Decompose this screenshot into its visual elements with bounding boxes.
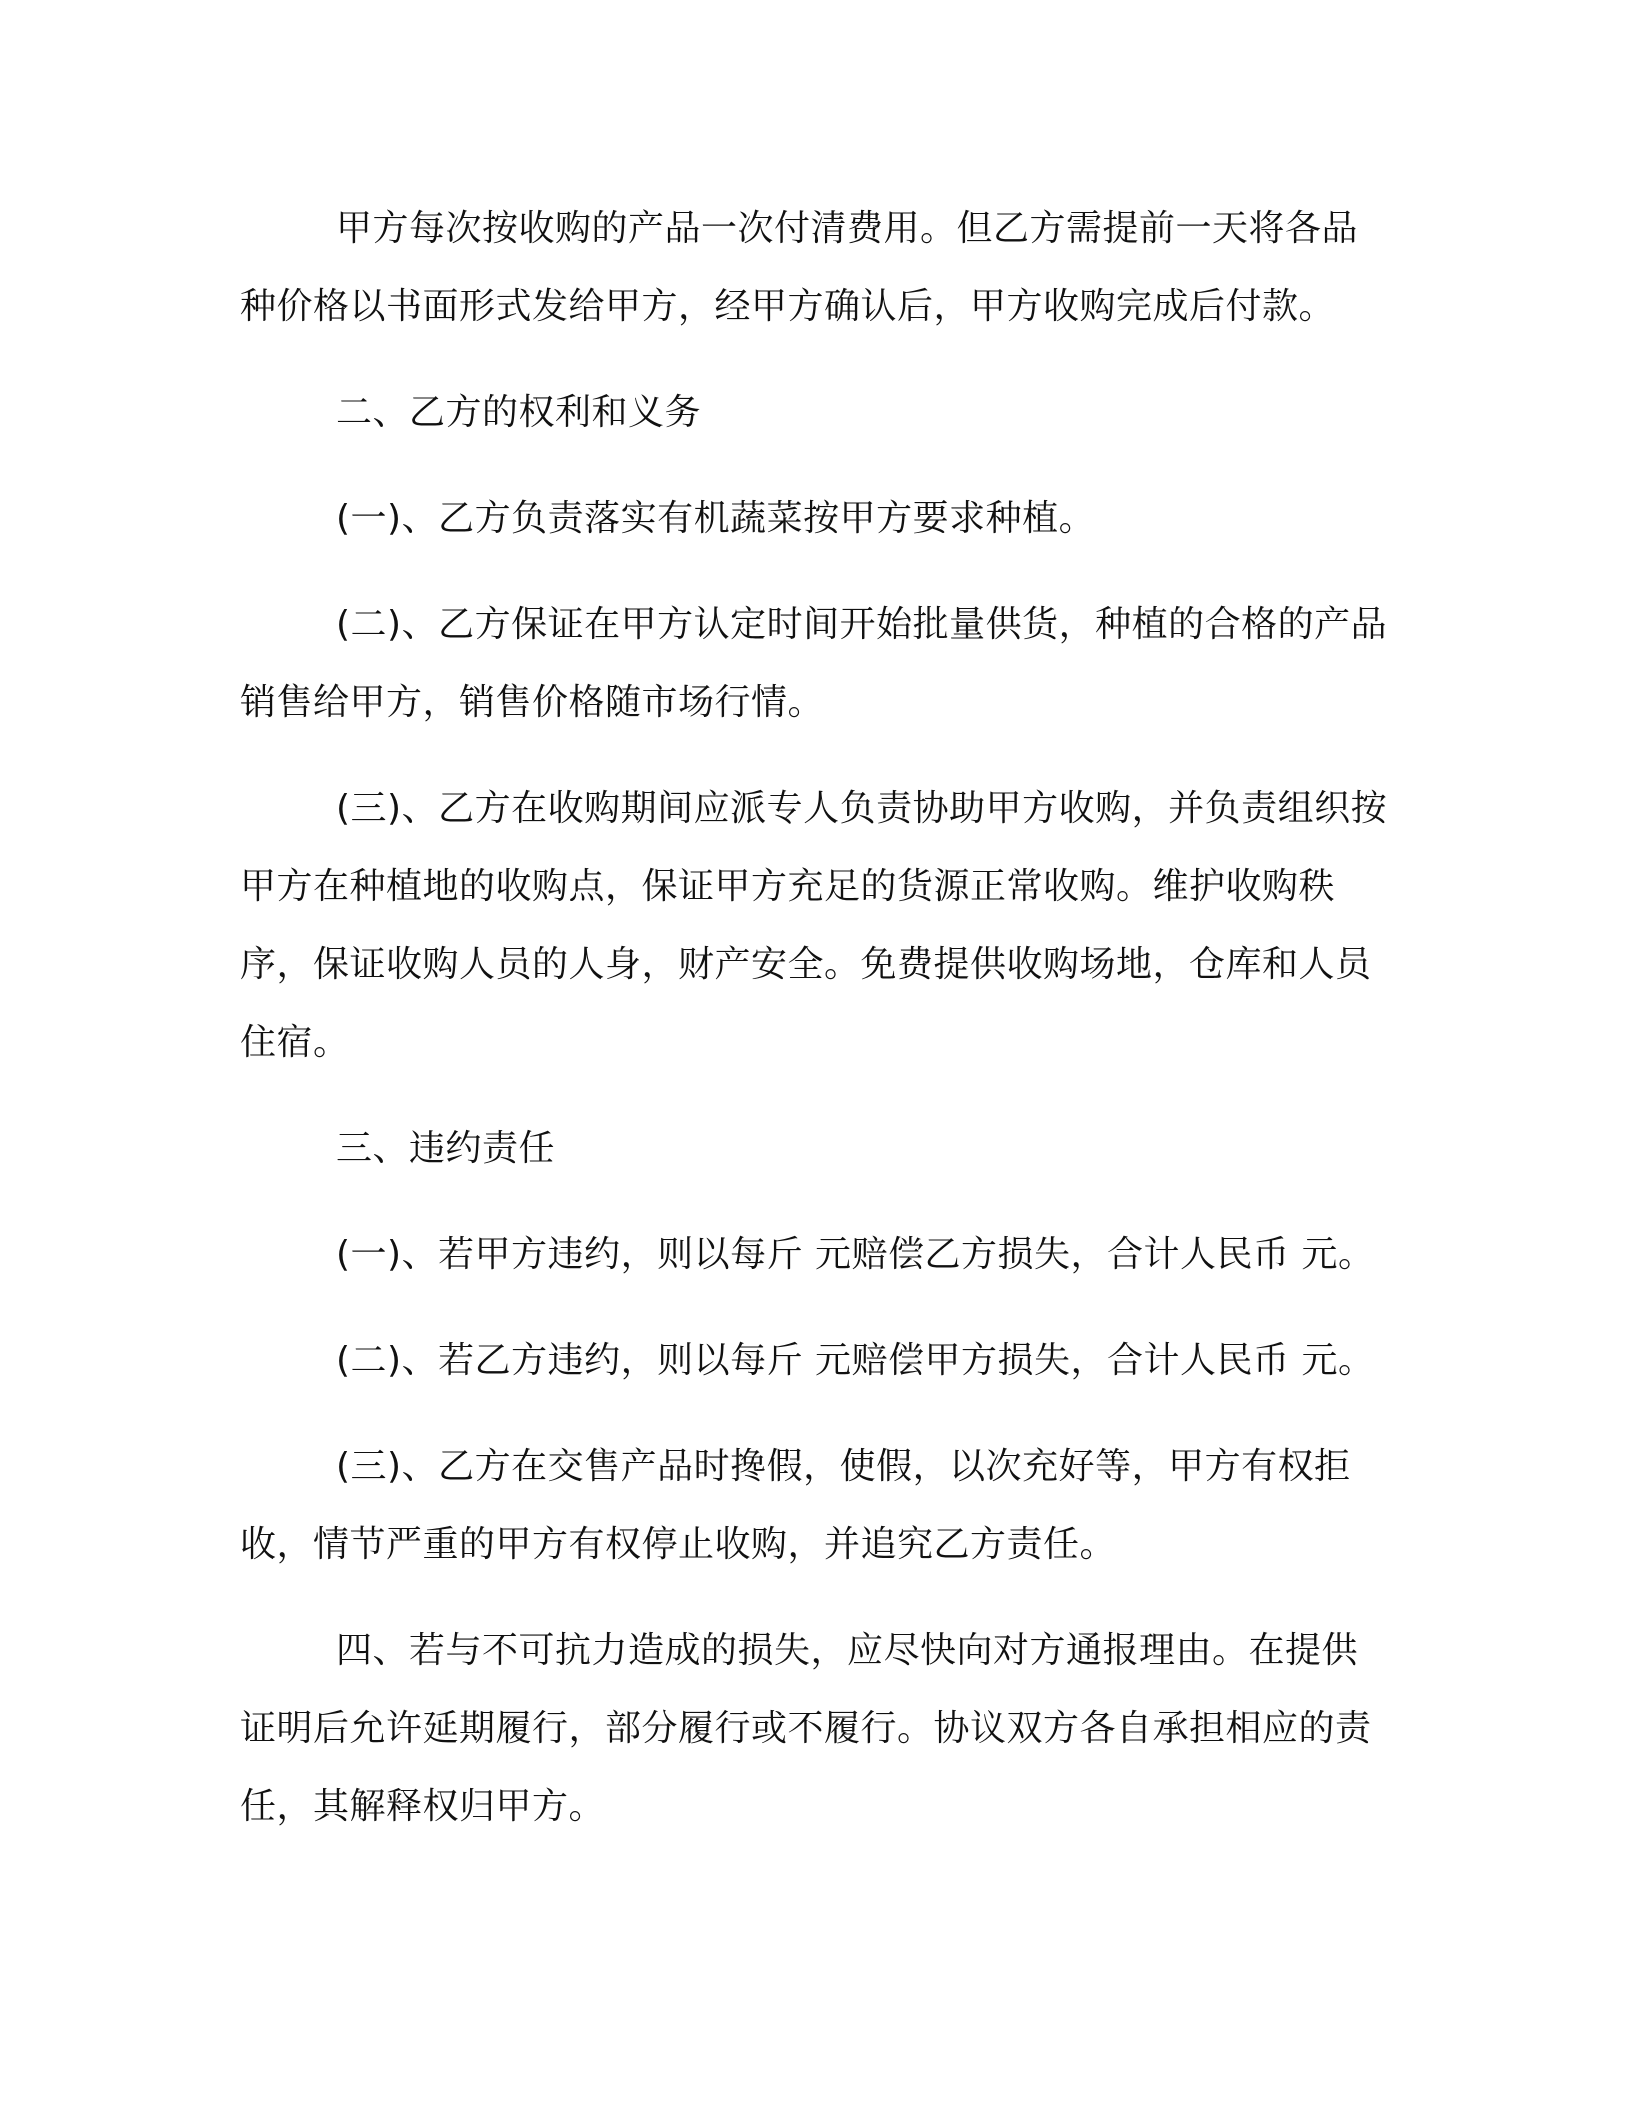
force-majeure-paragraph: 四、若与不可抗力造成的损失，应尽快向对方通报理由。在提供证明后允许延期履行，部分履行或不履行。协议双方各自承担相应的责任，其解释权归甲方。 [240,1630,1372,1827]
clause-b-1: (一)、乙方负责落实有机蔬菜按甲方要求种植。 [336,498,1096,539]
clause-b-2: (二)、乙方保证在甲方认定时间开始批量供货，种植的合格的产品销售给甲方，销售价格随市场行情。 [240,604,1388,723]
clause-b-3: (三)、乙方在收购期间应派专人负责协助甲方收购，并负责组织按甲方在种植地的收购点，保证甲方充足的货源正常收购。维护收购秩序，保证收购人员的人身，财产安全。免费提供收购场地，仓库和人员住宿。 [240,788,1388,1063]
section-heading-party-b-rights: 二、乙方的权利和义务 [336,392,702,433]
clause-breach-2: (二)、若乙方违约，则以每斤 元赔偿甲方损失，合计人民币 元。 [336,1340,1375,1381]
clause-breach-1: (一)、若甲方违约，则以每斤 元赔偿乙方损失，合计人民币 元。 [336,1234,1375,1275]
section-heading-breach: 三、违约责任 [336,1128,556,1169]
clause-breach-3: (三)、乙方在交售产品时搀假，使假，以次充好等，甲方有权拒收，情节严重的甲方有权停止收购，并追究乙方责任。 [240,1446,1351,1565]
payment-paragraph: 甲方每次按收购的产品一次付清费用。但乙方需提前一天将各品种价格以书面形式发给甲方，经甲方确认后，甲方收购完成后付款。 [240,208,1359,327]
document-body [240,190,1390,1874]
